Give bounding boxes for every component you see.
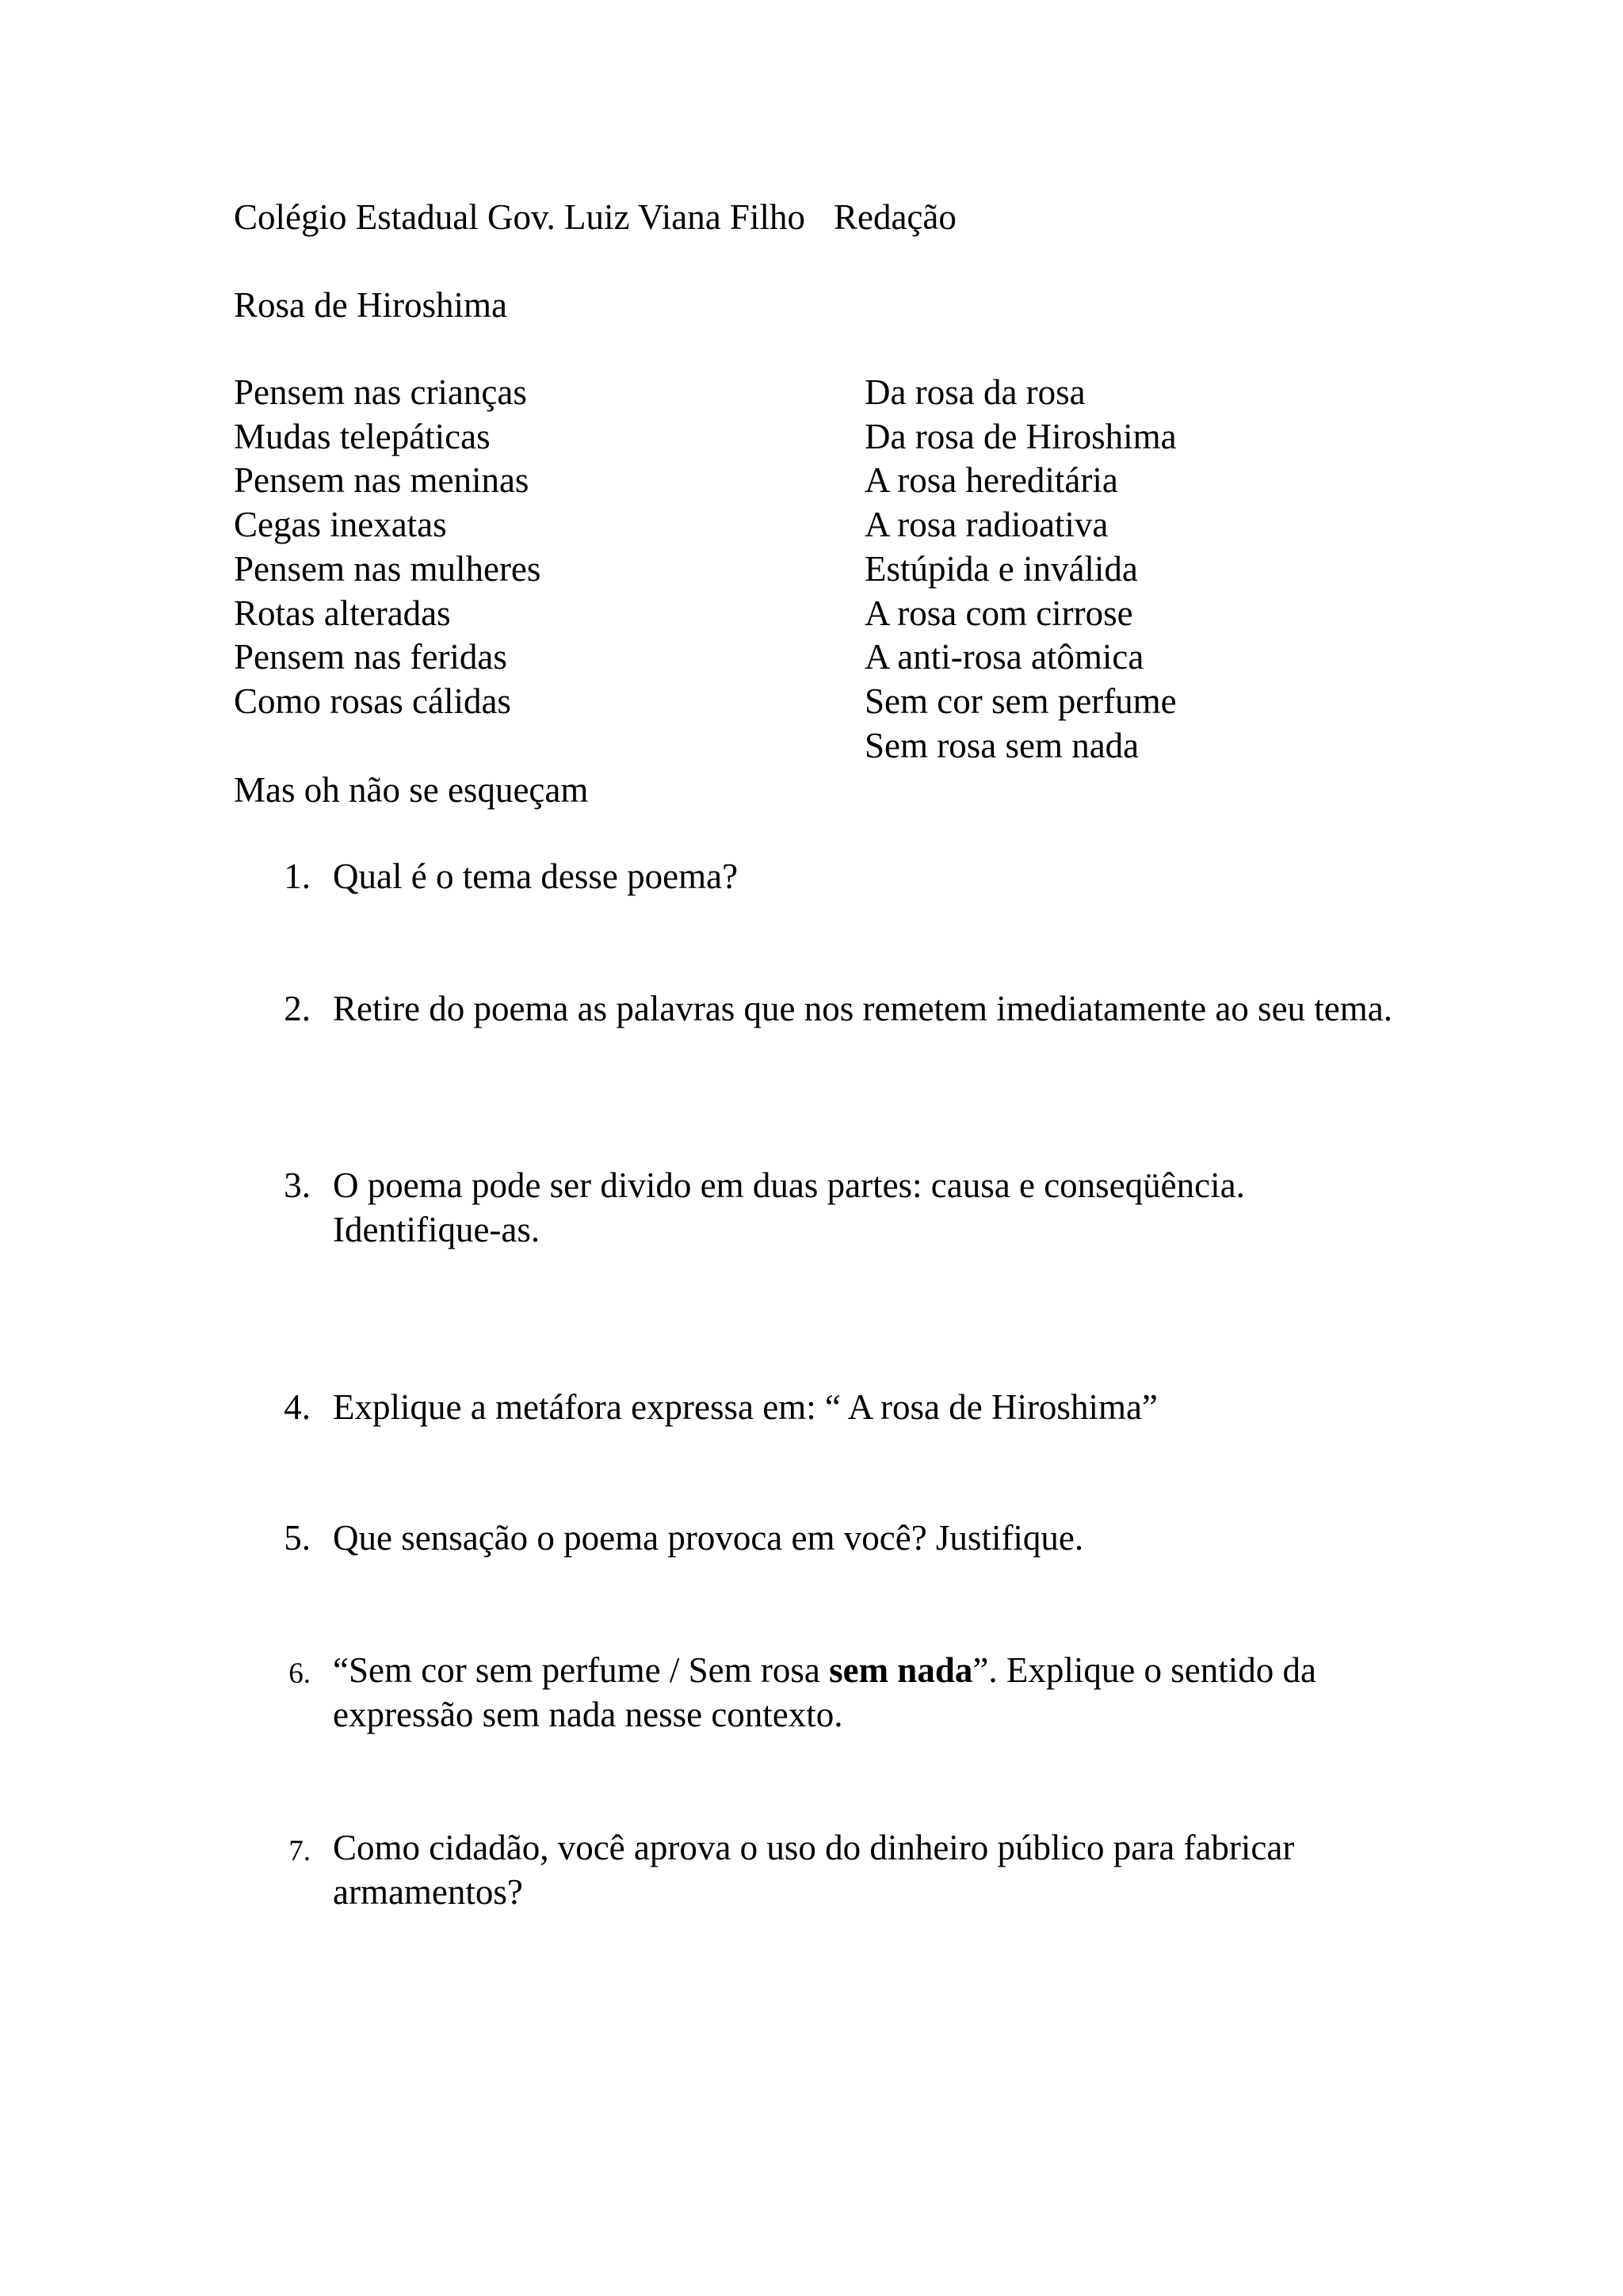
poem-verse: Rotas alteradas	[234, 593, 451, 633]
question-item	[277, 1164, 1419, 1252]
poem-verse: Cegas inexatas	[234, 505, 447, 545]
question-text-part: ”. Explique o sentido da expressão sem nada nesse contexto.	[333, 1650, 1317, 1734]
question-item	[277, 1649, 1419, 1737]
question-item	[277, 1516, 1419, 1561]
question-number: 5.	[284, 1518, 311, 1558]
question-text	[333, 1649, 1419, 1737]
poem-verse: Pensem nas meninas	[234, 460, 529, 501]
poem-title: Rosa de Hiroshima	[234, 285, 507, 325]
school-name: Colégio Estadual Gov. Luiz Viana Filho	[234, 197, 805, 237]
poem-verse: Sem cor sem perfume	[865, 681, 1177, 721]
poem-verse-last: Mas oh não se esqueçam	[234, 770, 589, 810]
question-text: Que sensação o poema provoca em você? Justifique.	[333, 1518, 1084, 1558]
poem-verse: Como rosas cálidas	[234, 681, 511, 721]
poem-verse: Mudas telepáticas	[234, 416, 491, 456]
poem-left-column	[234, 371, 540, 724]
question-number: 2.	[284, 989, 311, 1028]
question-text-bold: sem nada	[829, 1650, 973, 1690]
question-text-part: “Sem cor sem perfume / Sem rosa	[333, 1650, 830, 1690]
question-item	[277, 987, 1419, 1032]
question-number: 4.	[284, 1387, 311, 1427]
poem-verse: A rosa radioativa	[865, 505, 1109, 545]
poem-verse: Da rosa de Hiroshima	[865, 416, 1177, 456]
question-item	[277, 1826, 1419, 1914]
poem-verse: A rosa com cirrose	[865, 593, 1133, 633]
question-number: 7.	[288, 1835, 311, 1867]
poem-verse: Sem rosa sem nada	[865, 725, 1140, 765]
poem-verse: Pensem nas mulheres	[234, 548, 541, 589]
question-text: Explique a metáfora expressa em: “ A rosa de Hiroshima”	[333, 1387, 1158, 1427]
question-text: Qual é o tema desse poema?	[333, 856, 739, 896]
question-item	[277, 855, 1419, 899]
question-item	[277, 1386, 1419, 1430]
question-text: Como cidadão, você aprova o uso do dinheiro público para fabricar armamentos?	[333, 1828, 1295, 1912]
poem-verse: A anti-rosa atômica	[865, 637, 1144, 677]
poem-verse: Da rosa da rosa	[865, 372, 1086, 412]
question-text: Retire do poema as palavras que nos remetem imediatamente ao seu tema.	[333, 989, 1392, 1028]
poem-verse: Pensem nas crianças	[234, 372, 527, 412]
document-header	[234, 195, 957, 239]
poem-verse: Pensem nas feridas	[234, 637, 507, 677]
poem-right-column	[865, 371, 1177, 768]
poem-verse: Estúpida e inválida	[865, 548, 1138, 589]
question-number: 3.	[284, 1165, 311, 1205]
question-text: O poema pode ser divido em duas partes: causa e conseqüência. Identifique-as.	[333, 1165, 1245, 1249]
poem-verse: A rosa hereditária	[865, 460, 1118, 501]
question-number: 6.	[288, 1657, 311, 1690]
subject-name: Redação	[833, 197, 957, 237]
question-number: 1.	[284, 856, 311, 896]
